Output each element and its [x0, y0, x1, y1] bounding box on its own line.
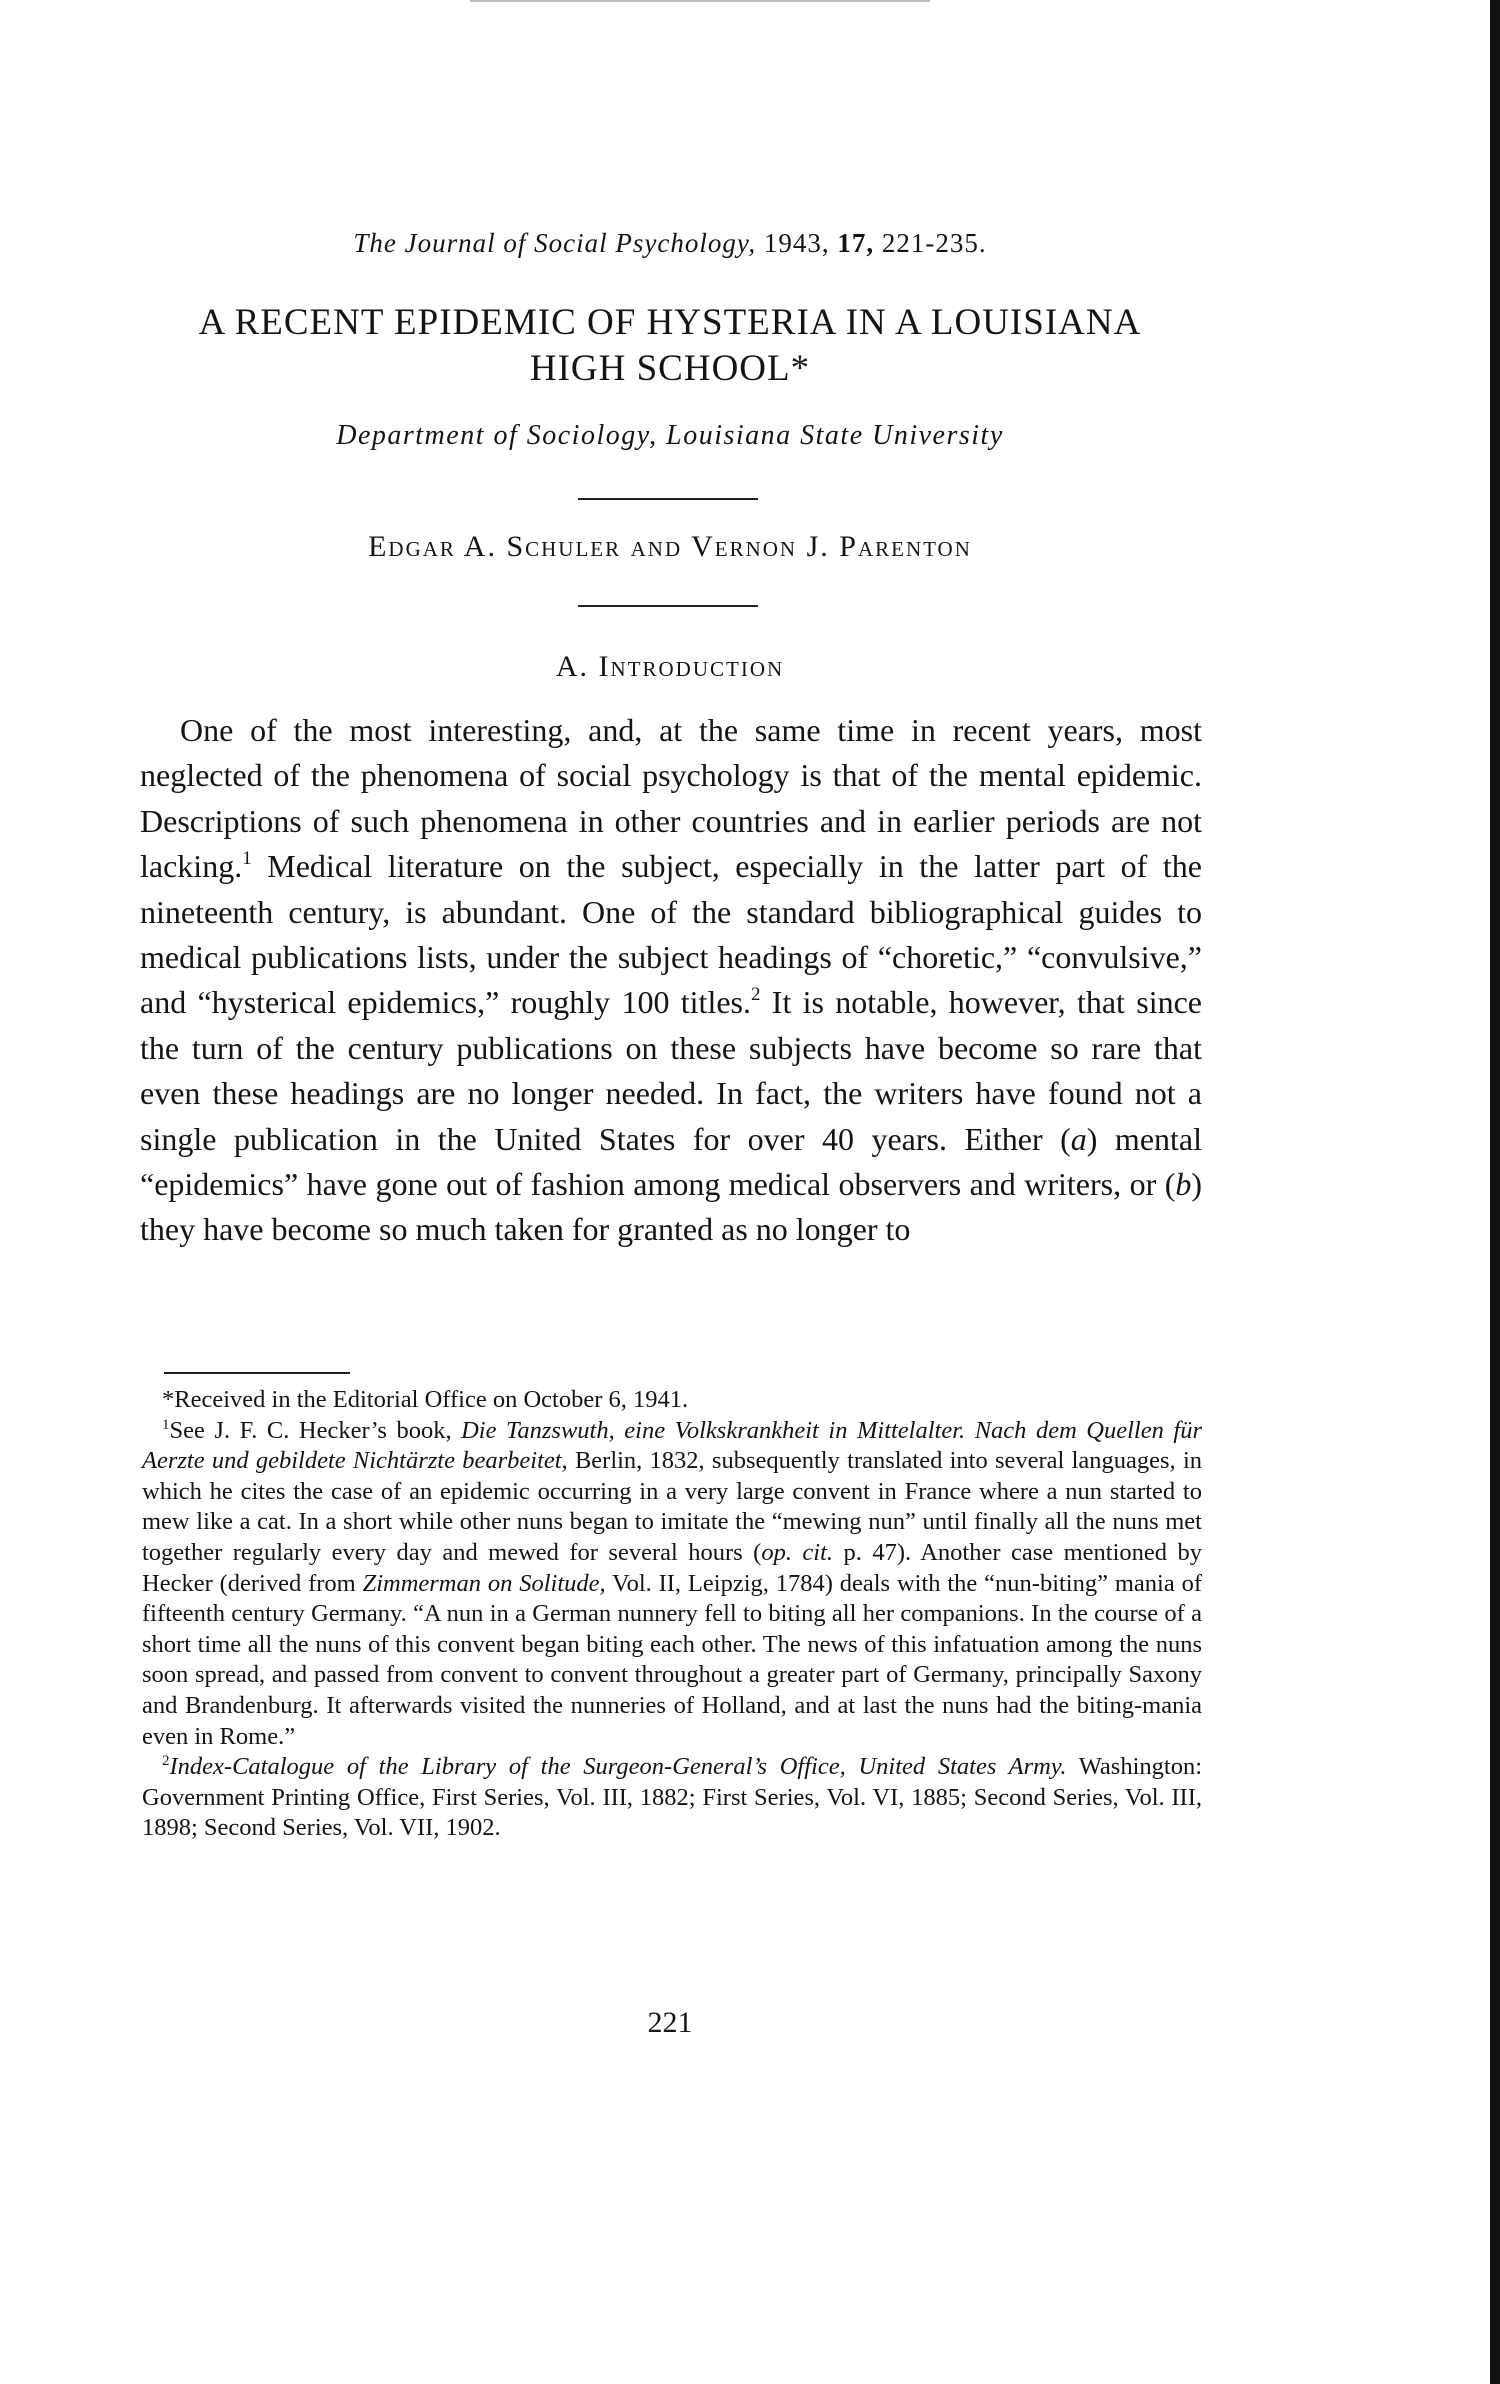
title-line-2: HIGH SCHOOL*	[529, 348, 811, 389]
body-text-4: ) mental “epidemics” have gone out of fashion among medical observers and writers, or (	[140, 1120, 1202, 1203]
divider-bottom	[578, 605, 758, 607]
body-text-3: It is notable, however, that since the turn of the century publications on these subjects have become so rare that even these headings are no longer needed. In fact, the writers have found not a single publication in the United States for over 40 years. Either (	[140, 984, 1203, 1157]
footnote-1-mark: 1	[162, 1416, 170, 1433]
footnote-2-text: Washington: Government Printing Office, First Series, Vol. III, 1882; First Series, Vol. VI, 1885; Second Series, Vol. III, 1898; Second Series, Vol. VII, 1902.	[142, 1753, 1202, 1842]
authors: Edgar A. Schuler and Vernon J. Parenton	[368, 530, 972, 563]
footnote-1-text: See J. F. C. Hecker’s book,	[169, 1416, 462, 1444]
affiliation: Department of Sociology, Louisiana State University	[336, 420, 1004, 451]
body-text-1: One of the most interesting, and, at the same time in recent years, most neglected of the phenomena of social psychology is that of the mental epidemic. Descriptions of such phenomena in other countries and in earlier periods are not lacking.	[140, 712, 1202, 885]
footnotes	[142, 1385, 1202, 1844]
footnote-divider	[164, 1372, 350, 1374]
title-line-1: A RECENT EPIDEMIC OF HYSTERIA IN A LOUISIANA	[198, 302, 1142, 343]
body-paragraph	[140, 708, 1202, 1253]
section-heading: A. Introduction	[555, 650, 785, 683]
body-text-5: ) they have become so much taken for granted as no longer to	[140, 1166, 1202, 1248]
footnote-1	[142, 1416, 1202, 1753]
enum-b: b	[1175, 1166, 1192, 1203]
journal-name: The Journal of Social Psychology,	[353, 228, 757, 258]
footnote-ref-1: 1	[242, 848, 252, 870]
footnote-1-text: Berlin, 1832, subsequently translated into several languages, in which he cites the case of an epidemic occurring in a very large convent in France where a nun started to mew like a cat. In a short while other nuns began to imitate the “mewing nun” until finally all the nuns met together regularly every day and mewed for several hours (	[142, 1447, 1202, 1566]
footnote-1-text: p. 47). Another case mentioned by Hecker (derived from	[142, 1538, 1202, 1597]
footnote-1-book-title: Die Tanzswuth, eine Volkskrankheit in Mittelalter. Nach dem Quellen für Aerzte und gebildete Nichtärzte bearbeitet,	[142, 1416, 1202, 1475]
footnote-ref-2: 2	[751, 984, 761, 1006]
footnote-received: *Received in the Editorial Office on October 6, 1941.	[162, 1386, 689, 1413]
footnote-2	[142, 1752, 1202, 1844]
scan-edge-border	[1490, 0, 1500, 2384]
scan-top-line	[470, 0, 930, 2]
divider-top	[578, 498, 758, 500]
footnote-1-source-title: Zimmerman on Solitude,	[362, 1569, 606, 1597]
page-number: 221	[647, 2006, 693, 2039]
journal-year: 1943,	[763, 228, 830, 258]
journal-pages: 221-235.	[881, 228, 987, 258]
article-title	[120, 300, 1220, 392]
footnote-1-op-cit: op. cit.	[761, 1538, 834, 1566]
running-header	[140, 228, 1200, 259]
footnote-2-catalogue-title: Index-Catalogue of the Library of the Surgeon-General’s Office, United States Army.	[169, 1753, 1067, 1781]
footnote-1-text: Vol. II, Leipzig, 1784) deals with the “nun-biting” mania of fifteenth century Germany. “A nun in a German nunnery fell to biting all her companions. In the course of a short time all the nuns of this convent began biting each other. The news of this infatuation among the nuns soon spread, and passed from convent to convent throughout a greater part of Germany, principally Saxony and Brandenburg. It afterwards visited the nunneries of Holland, and at last the nuns had the biting-mania even in Rome.”	[142, 1569, 1202, 1750]
footnote-2-mark: 2	[162, 1753, 170, 1770]
journal-volume: 17,	[837, 228, 875, 258]
body-text-2: Medical literature on the subject, especially in the latter part of the nineteenth century, is abundant. One of the standard bibliographical guides to medical publications lists, under the subject headings of “choretic,” “convulsive,” and “hysterical epidemics,” roughly 100 titles.	[140, 848, 1202, 1021]
enum-a: a	[1070, 1120, 1087, 1157]
